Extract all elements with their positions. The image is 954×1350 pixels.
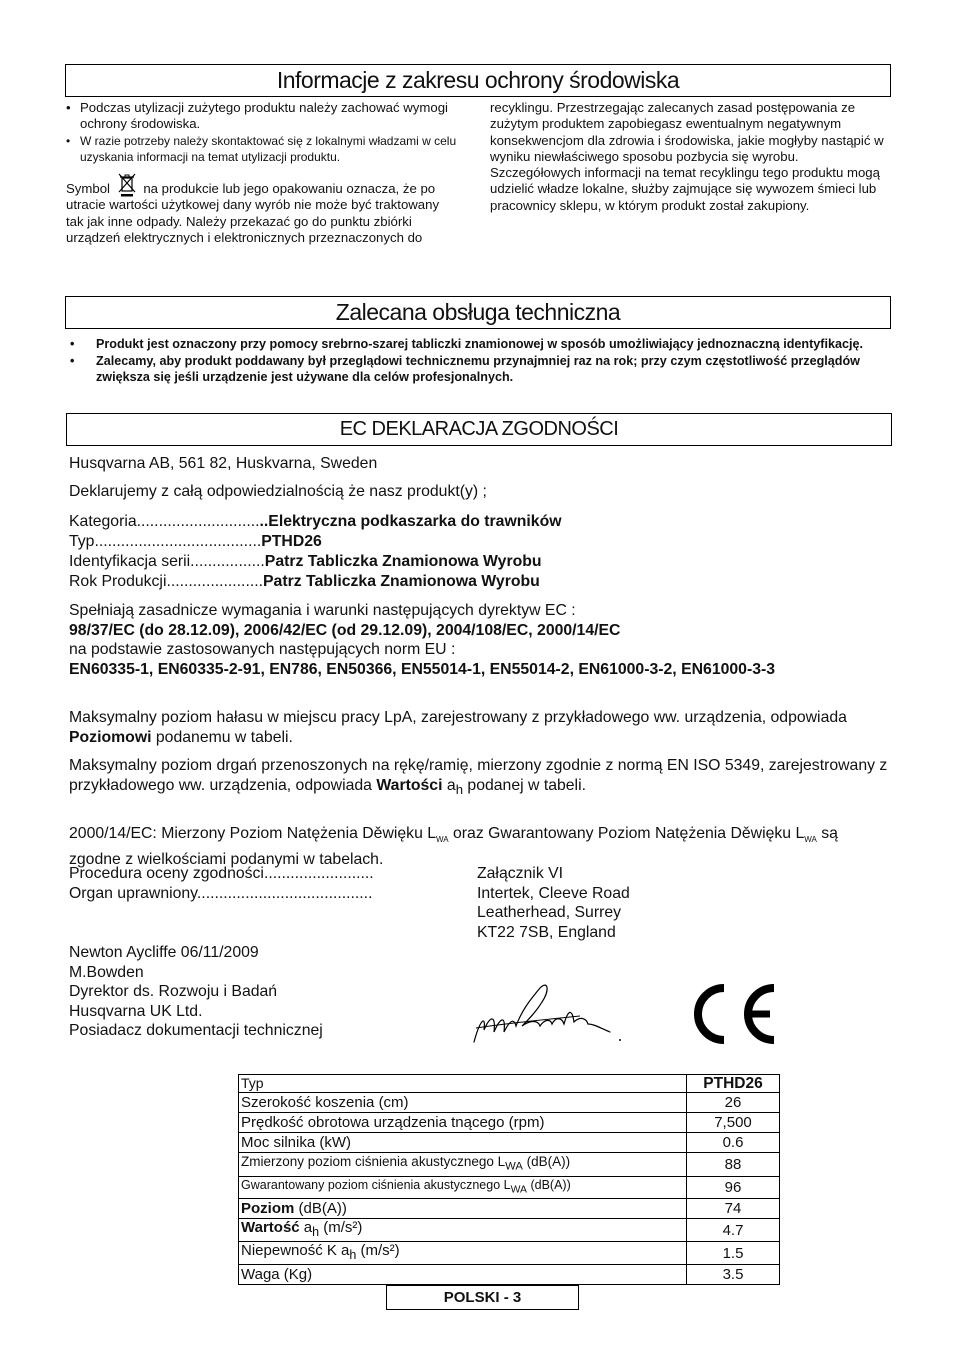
noise-text-end: podanemu w tabeli.: [155, 729, 293, 746]
table-row: [239, 1113, 780, 1133]
environment-bullet: • Podczas utylizacji zużytego produktu należy zachować wymogi ochrony środowiska.: [66, 100, 458, 133]
noise-paragraph: [69, 708, 889, 748]
row-value: 7,500: [687, 1113, 780, 1133]
field-label: Rok Produkcji......................: [69, 573, 264, 590]
row-label-sub: h: [312, 1225, 320, 1240]
maintenance-bullet: • Produkt jest oznaczony przy pomocy srebrno-szarej tabliczki znamionowej w sposób umożliwiający jednoznaczną identyfikację.: [70, 336, 870, 352]
table-row: [239, 1219, 780, 1242]
field-serial: [69, 552, 542, 572]
procedure-value: Załącznik VI: [477, 865, 564, 882]
signatory-line: Posiadacz dokumentacji technicznej: [69, 1022, 323, 1040]
table-row: [239, 1242, 780, 1265]
declaration-statement: Deklarujemy z całą odpowiedzialnością że nasz produkt(y) ;: [69, 483, 487, 500]
field-category: [69, 512, 562, 532]
row-label: Waga (Kg): [239, 1265, 687, 1285]
maintenance-section-title: Zalecana obsługa techniczna: [65, 296, 891, 329]
field-value: ..Elektryczna podkaszarka do trawników: [259, 513, 562, 530]
row-value: 3.5: [687, 1265, 780, 1285]
row-label: [239, 1153, 687, 1177]
field-year: [69, 572, 540, 592]
field-label: Typ......................................: [69, 533, 262, 550]
row-label-sub: h: [349, 1248, 357, 1263]
table-row: [239, 1265, 780, 1285]
row-value: 0.6: [687, 1133, 780, 1153]
row-value: 1.5: [687, 1242, 780, 1265]
row-label-sub: WA: [510, 1184, 527, 1196]
procedure-label: Procedura oceny zgodności.........................: [69, 865, 374, 882]
notified-body-label: Organ uprawniony........................................: [69, 885, 373, 902]
ec-section-title: EC DEKLARACJA ZGODNOŚCI: [66, 413, 892, 446]
notified-body-line: Intertek, Cleeve Road: [477, 885, 630, 902]
field-type: [69, 532, 322, 552]
table-header-value: PTHD26: [687, 1075, 780, 1093]
vibration-symbol: a: [446, 777, 456, 794]
vibration-bold: Wartości: [376, 777, 443, 794]
row-label: [239, 1176, 687, 1199]
table-header-label: Typ: [239, 1075, 687, 1093]
row-label: [239, 1199, 687, 1219]
signatory-block: [69, 943, 323, 1041]
specifications-table: [238, 1074, 780, 1285]
environment-right-column: recyklingu. Przestrzegając zalecanych zasad postępowania ze zużytym produktem zapobiegasz ewentualnym negatywnym konsekwencjom dla zdrowia i środowiska, jakie mogłyby nastąpić w wyniku niewłaściwego sposobu pozbycia się wyrobu. Szczegółowych informacji na temat recyklingu tego produktu mogą udzielić władze lokalne, służby zajmujące się wywozem śmieci lub pracownicy sklepu, w którym produkt został zakupiony.: [490, 100, 884, 213]
row-label-unit: (m/s²): [356, 1242, 400, 1260]
row-label: [239, 1242, 687, 1265]
table-row: [239, 1153, 780, 1177]
row-label-text: Gwarantowany poziom ciśnienia akustycznego L: [241, 1177, 511, 1192]
table-row: [239, 1176, 780, 1199]
row-label: Szerokość koszenia (cm): [239, 1093, 687, 1113]
noise-text: Maksymalny poziom hałasu w miejscu pracy LpA, zarejestrowany z przykładowego ww. urządzenia, odpowiada: [69, 709, 847, 726]
lwa-text: 2000/14/EC: Mierzony Poziom Natężenia Děwięku L: [69, 825, 437, 842]
row-label-text: Zmierzony poziom ciśnienia akustycznego L: [241, 1154, 506, 1169]
norms-list: EN60335-1, EN60335-2-91, EN786, EN50366, EN55014-1, EN55014-2, EN61000-3-2, EN61000-3-3: [69, 661, 776, 678]
signatory-line: Dyrektor ds. Rozwoju i Badań: [69, 983, 278, 1001]
vibration-text: Maksymalny poziom drgań przenoszonych na rękę/ramię, mierzony zgodnie z normą EN ISO 5349, zarejestrowany z przykładowego ww. urządzenia, odpowiada: [69, 757, 888, 794]
directives-intro: Spełniają zasadnicze wymagania i warunki następujących dyrektyw EC :: [69, 602, 576, 619]
notified-body-line: KT22 7SB, England: [477, 924, 616, 941]
vibration-sub: h: [455, 782, 464, 798]
row-label-bold: Wartość: [241, 1219, 300, 1237]
signatory-line: Husqvarna UK Ltd.: [69, 1002, 203, 1020]
row-value: 74: [687, 1199, 780, 1219]
field-label: Kategoria............................: [69, 513, 260, 530]
environment-section-title: Informacje z zakresu ochrony środowiska: [65, 64, 891, 97]
symbol-text: na produkcie lub jego opakowaniu oznacza, że po utracie wartości użytkowej dany wyrób nie może być traktowany tak jak inne odpady. Należy przekazać go do punktu zbiórki urządzeń elektrycznych i elektronicznych przeznaczonych do: [66, 181, 440, 246]
field-label: Identyfikacja serii.................: [69, 553, 265, 570]
signatory-line: M.Bowden: [69, 963, 144, 981]
field-value: Patrz Tabliczka Znamionowa Wyrobu: [264, 553, 542, 570]
row-label-sub: WA: [505, 1160, 523, 1173]
row-label: [239, 1219, 687, 1242]
row-label-unit: (m/s²): [319, 1219, 363, 1237]
row-value: 96: [687, 1176, 780, 1199]
handwritten-signature: [470, 980, 630, 1050]
field-value: Patrz Tabliczka Znamionowa Wyrobu: [263, 573, 540, 590]
vibration-text-end: podanej w tabeli.: [467, 777, 586, 794]
notified-body-line: Leatherhead, Surrey: [477, 904, 622, 921]
norms-intro: na podstawie zastosowanych następujących norm EU :: [69, 641, 456, 658]
company-address: Husqvarna AB, 561 82, Huskvarna, Sweden: [69, 455, 378, 472]
table-row: [239, 1093, 780, 1113]
vibration-paragraph: [69, 756, 889, 800]
lwa-text-mid: oraz Gwarantowany Poziom Natężenia Děwięku L: [453, 825, 805, 842]
table-row: [239, 1133, 780, 1153]
lwa-sub: WA: [804, 835, 817, 845]
maintenance-list: [70, 336, 870, 387]
row-label-text: Niepewność K a: [241, 1242, 350, 1260]
lwa-text-end: są zgodne z wielkościami podanymi w tabelach.: [69, 825, 838, 869]
row-value: 26: [687, 1093, 780, 1113]
table-row: [239, 1199, 780, 1219]
row-label: Moc silnika (kW): [239, 1133, 687, 1153]
signatory-line: Newton Aycliffe 06/11/2009: [69, 944, 259, 961]
page-footer: POLSKI - 3: [386, 1285, 579, 1310]
row-label-text: a: [299, 1219, 313, 1237]
symbol-paragraph: [66, 173, 458, 246]
directives-list: 98/37/EC (do 28.12.09), 2006/42/EC (od 29.12.09), 2004/108/EC, 2000/14/EC: [69, 622, 621, 639]
row-label-unit: (dB(A)): [526, 1177, 571, 1192]
row-label: Prędkość obrotowa urządzenia tnącego (rpm): [239, 1113, 687, 1133]
field-value: PTHD26: [261, 533, 322, 550]
crossed-bin-icon: [118, 173, 136, 197]
noise-bold: Poziomowi: [69, 729, 152, 746]
maintenance-bullet: • Zalecamy, aby produkt poddawany był przeglądowi technicznemu przynajmniej raz na rok; przy czym częstotliwość przeglądów zwiększa się jeśli urządzenie jest używane dla celów profesjonalnych.: [70, 353, 870, 385]
row-value: 4.7: [687, 1219, 780, 1242]
environment-left-column: [66, 100, 458, 246]
ce-mark-icon: [684, 982, 778, 1046]
row-label-unit: (dB(A)): [522, 1154, 571, 1169]
row-label-bold: Poziom: [241, 1200, 295, 1218]
table-header-row: [239, 1075, 780, 1093]
symbol-prefix: Symbol: [66, 181, 110, 197]
environment-bullet: • W razie potrzeby należy skontaktować się z lokalnymi władzami w celu uzyskania informacji na temat utylizacji produktu.: [66, 133, 458, 166]
lwa-sub: WA: [436, 835, 449, 845]
row-label-text: (dB(A)): [294, 1200, 347, 1218]
row-value: 88: [687, 1153, 780, 1177]
